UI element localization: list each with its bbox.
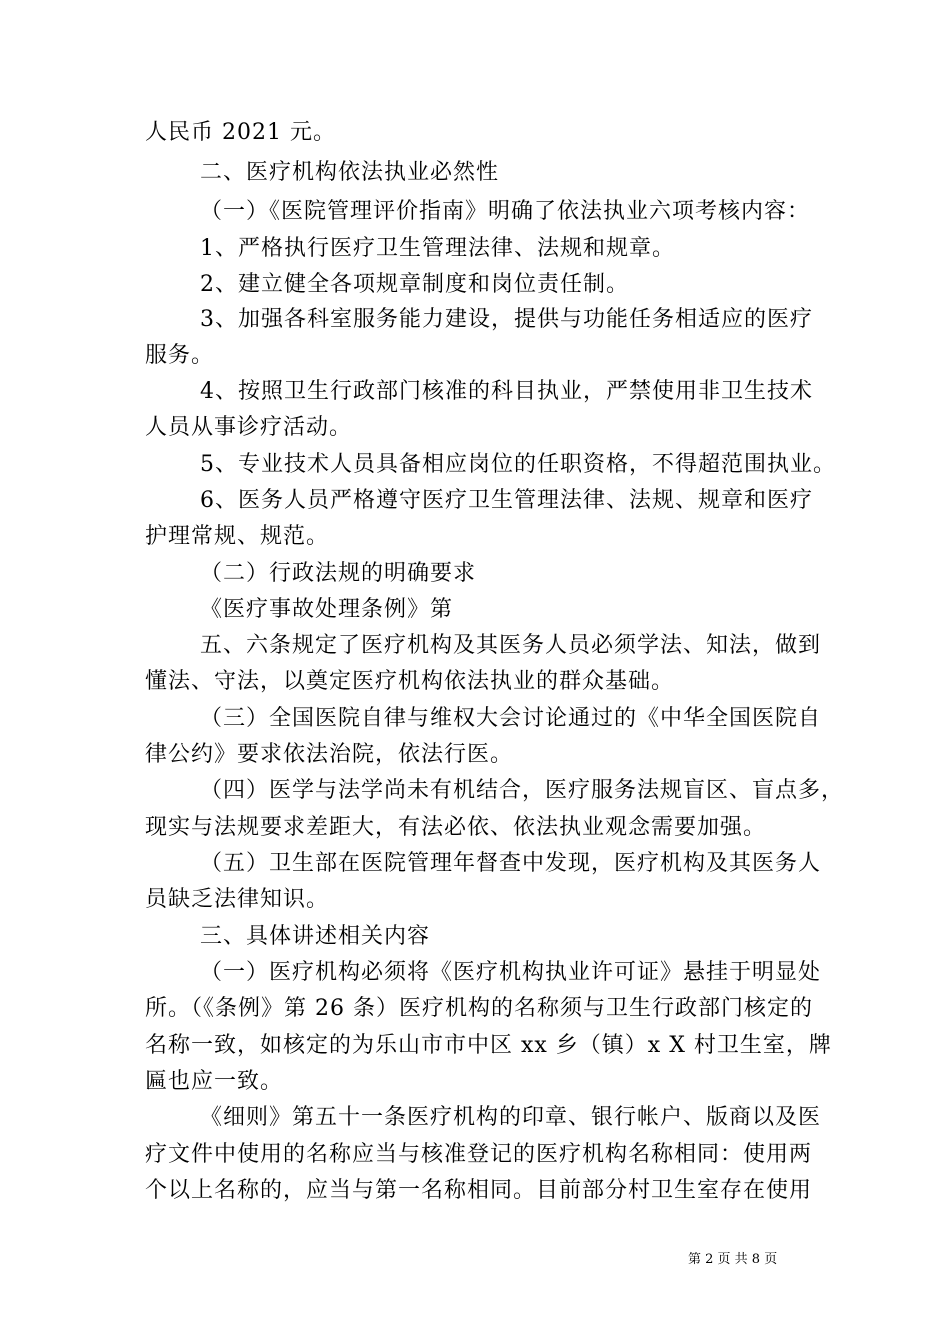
text-line: 《医疗事故处理条例》第 [200, 597, 454, 622]
text-line: 疗文件中使用的名称应当与核准登记的医疗机构名称相同：使用两 [145, 1142, 813, 1167]
text-line: 律公约》要求依法治院，依法行医。 [145, 742, 514, 767]
text-line: 个以上名称的，应当与第一名称相同。目前部分村卫生室存在使用 [145, 1178, 813, 1203]
list-item: 2、建立健全各项规章制度和岗位责任制。 [200, 272, 629, 297]
list-item: 5、专业技术人员具备相应岗位的任职资格，不得超范围执业。 [200, 452, 836, 477]
list-item: 4、按照卫生行政部门核准的科目执业，严禁使用非卫生技术 [200, 379, 813, 404]
text-line: 《细则》第五十一条医疗机构的印章、银行帐户、版商以及医 [200, 1105, 822, 1130]
text-line: 员缺乏法律知识。 [145, 887, 330, 912]
subsection-heading: （三）全国医院自律与维权大会讨论通过的《中华全国医院自 [200, 706, 822, 731]
section-heading: 三、具体讲述相关内容 [200, 924, 431, 949]
section-heading: 二、医疗机构依法执业必然性 [200, 160, 500, 185]
subsection-heading: （四）医学与法学尚未有机结合，医疗服务法规盲区、盲点多， [200, 778, 845, 803]
subsection-heading: （五）卫生部在医院管理年督查中发现，医疗机构及其医务人 [200, 851, 822, 876]
list-item: 1、严格执行医疗卫生管理法律、法规和规章。 [200, 236, 675, 261]
text-line: 服务。 [145, 343, 215, 368]
text-line: 现实与法规要求差距大，有法必依、依法执业观念需要加强。 [145, 815, 767, 840]
text-line: 所。（《条例》第 26 条）医疗机构的名称须与卫生行政部门核定的 [145, 996, 813, 1021]
subsection-heading: （二）行政法规的明确要求 [200, 561, 477, 586]
subsection-heading: （一）医疗机构必须将《医疗机构执业许可证》悬挂于明显处 [200, 960, 822, 985]
page-number: 第 2 页 共 8 页 [688, 1252, 778, 1267]
text-line: 护理常规、规范。 [145, 524, 330, 549]
subsection-heading: （一）《医院管理评价指南》明确了依法执业六项考核内容： [200, 199, 811, 224]
text-line: 人民币 2021 元。 [145, 120, 336, 145]
text-line: 人员从事诊疗活动。 [145, 415, 353, 440]
list-item: 6、医务人员严格遵守医疗卫生管理法律、法规、规章和医疗 [200, 488, 813, 513]
list-item: 3、加强各科室服务能力建设，提供与功能任务相适应的医疗 [200, 307, 813, 332]
text-line: 五、六条规定了医疗机构及其医务人员必须学法、知法，做到 [200, 633, 822, 658]
text-line: 匾也应一致。 [145, 1069, 284, 1094]
text-line: 名称一致，如核定的为乐山市市中区 xx 乡（镇）x X 村卫生室，牌 [145, 1033, 832, 1058]
text-line: 懂法、守法，以奠定医疗机构依法执业的群众基础。 [145, 669, 675, 694]
